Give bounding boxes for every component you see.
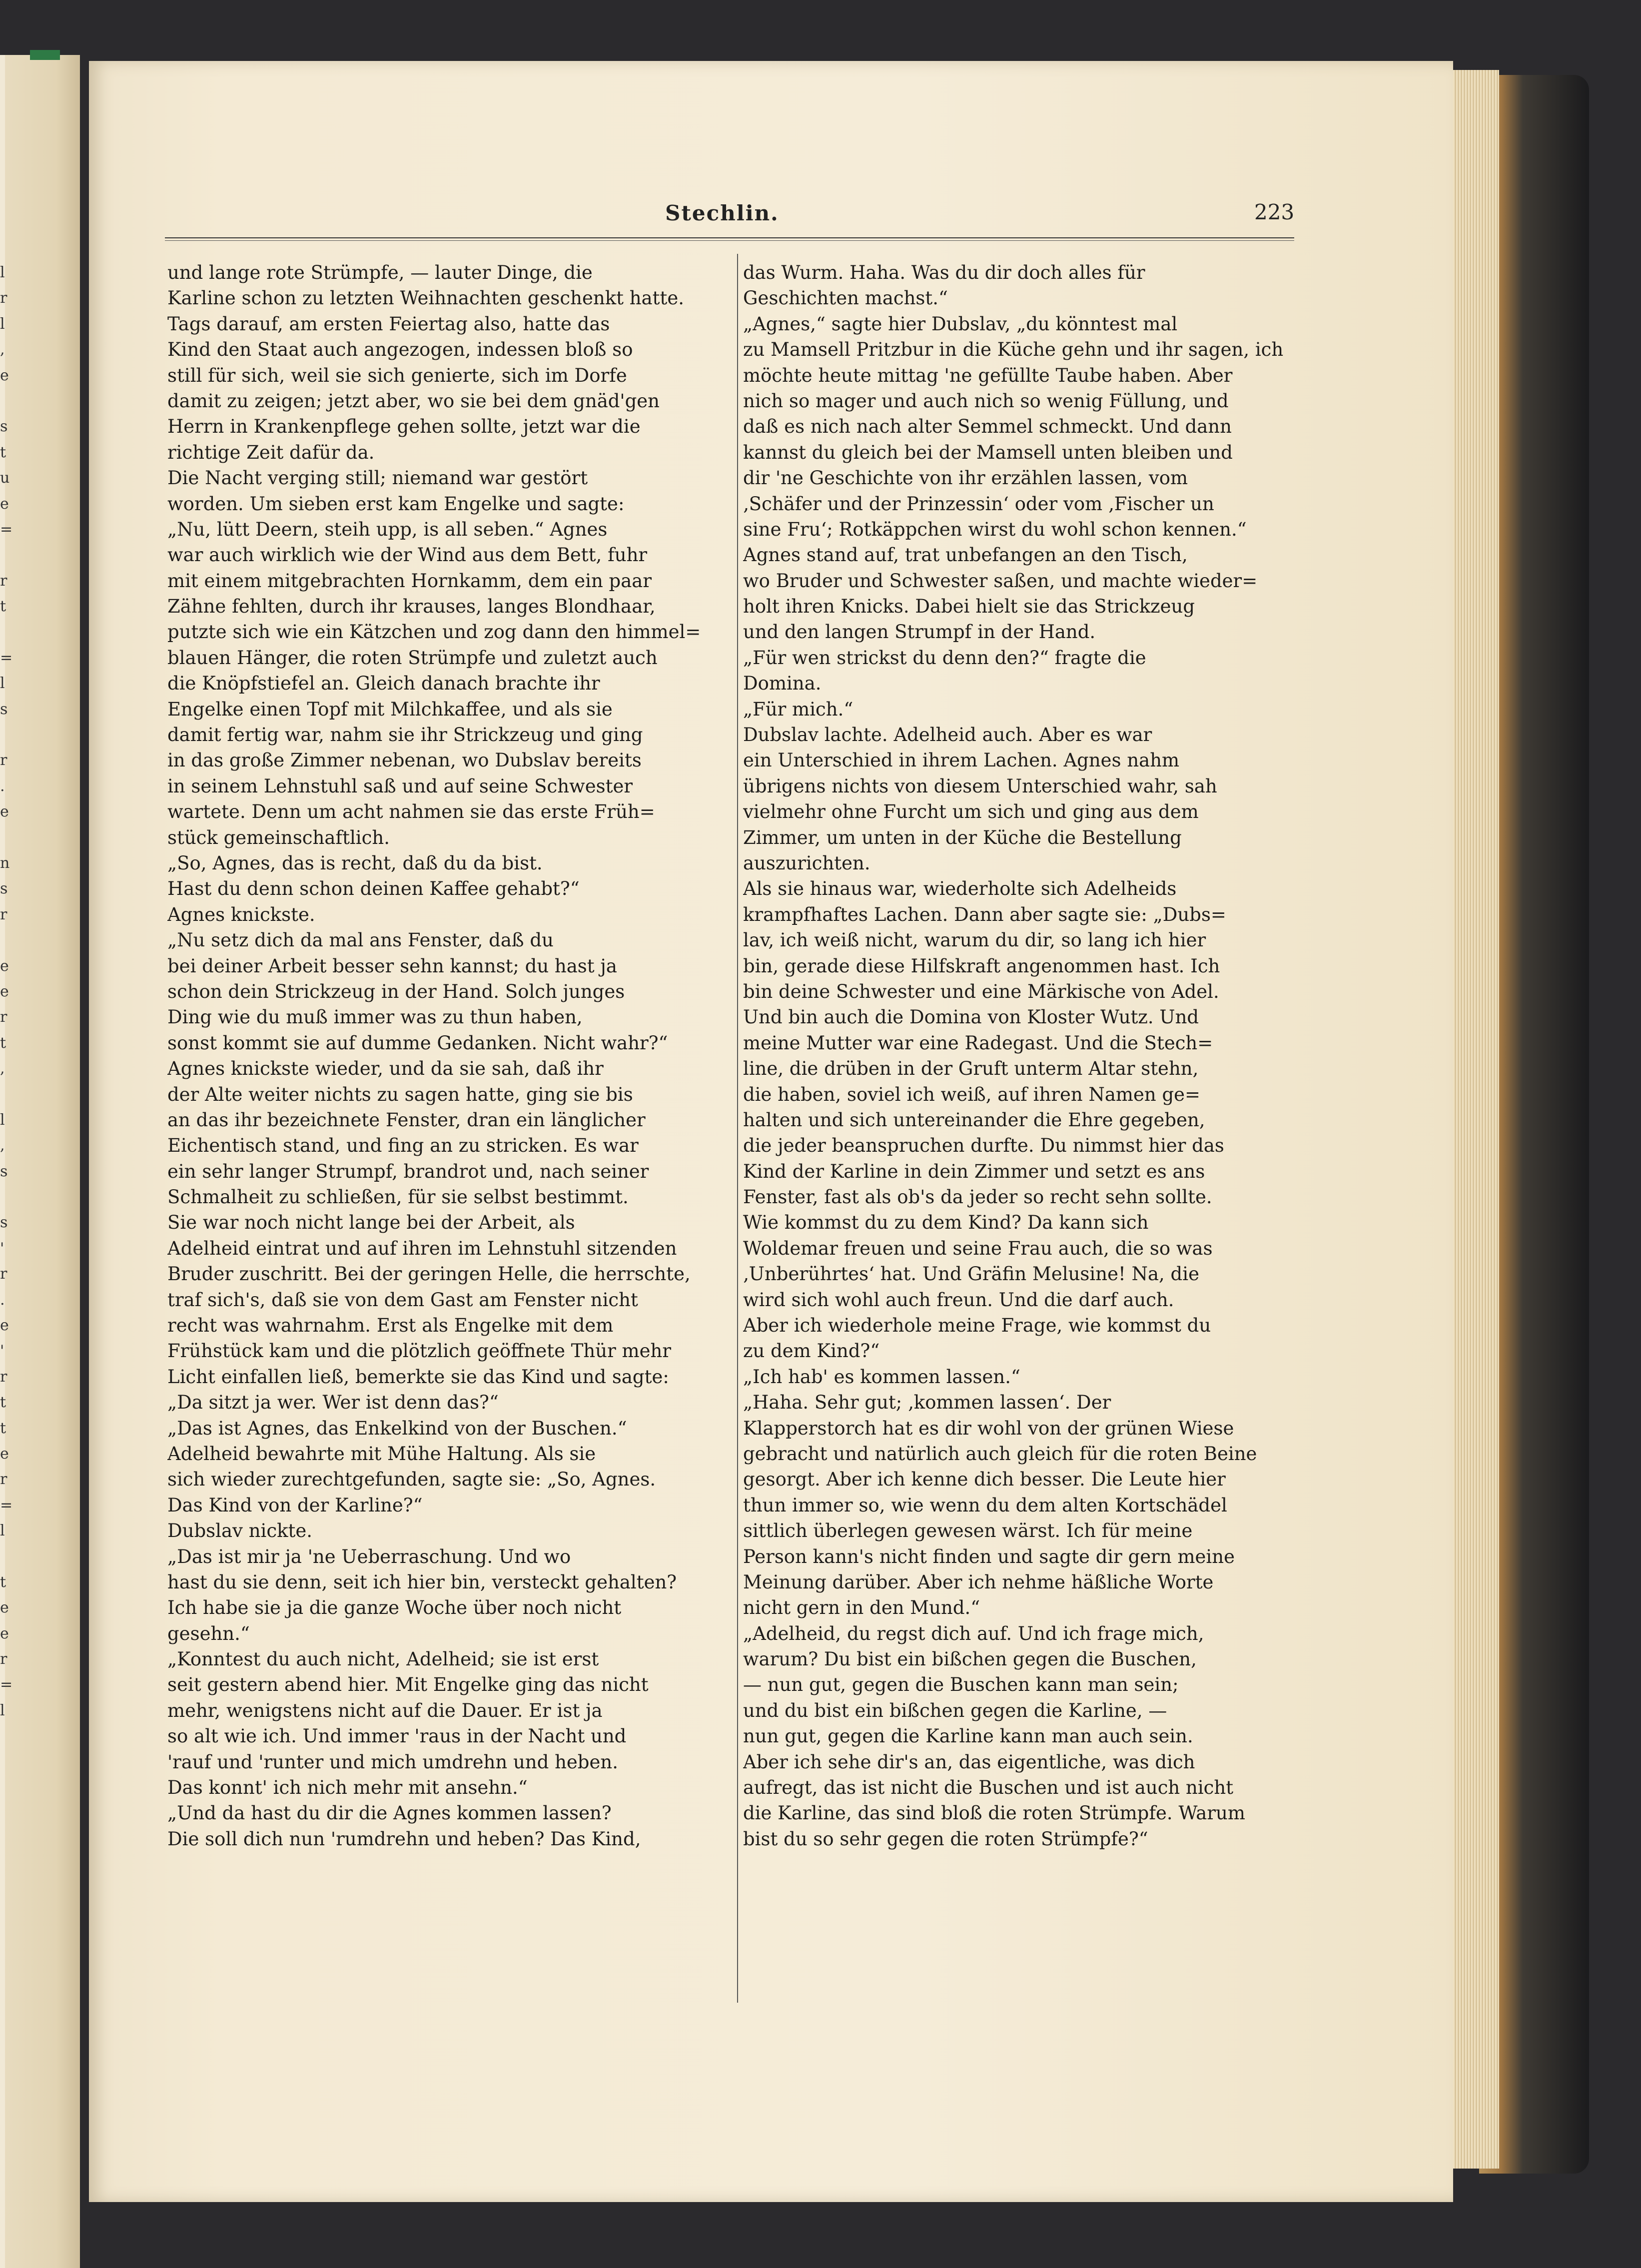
- text-line: nun gut, gegen die Karline kann man auch sein.: [743, 1725, 1193, 1747]
- text-column-right: [743, 260, 1298, 1852]
- text-line: damit zu zeigen; jetzt aber, wo sie bei dem gnäd'gen: [167, 390, 660, 412]
- text-line: die Karline, das sind bloß die roten Strümpfe. Warum: [743, 1802, 1245, 1824]
- margin-fragment: r: [0, 1008, 7, 1026]
- margin-fragment: e: [0, 982, 9, 1000]
- text-line: dir 'ne Geschichte von ihr erzählen lassen, vom: [743, 467, 1188, 489]
- text-line: Das konnt' ich nich mehr mit ansehn.“: [167, 1777, 528, 1799]
- text-line: Domina.: [743, 673, 821, 695]
- text-line: Agnes knickste.: [167, 903, 315, 925]
- margin-fragment: [0, 542, 20, 568]
- text-line: traf sich's, daß sie von dem Gast am Fenster nicht: [167, 1289, 638, 1311]
- text-line: krampfhaftes Lachen. Dann aber sagte sie: „Dubs=: [743, 903, 1226, 925]
- text-line: übrigens nichts von diesem Unterschied wahr, sah: [743, 775, 1217, 797]
- margin-fragment: =: [0, 520, 13, 538]
- margin-fragment: s: [0, 1214, 8, 1232]
- margin-fragment: s: [0, 1162, 8, 1180]
- text-line: „Das ist Agnes, das Enkelkind von der Buschen.“: [167, 1417, 627, 1439]
- text-line: „Adelheid, du regst dich auf. Und ich frage mich,: [743, 1622, 1204, 1644]
- text-line: zu Mamsell Pritzbur in die Küche gehn und ihr sagen, ich: [743, 339, 1284, 361]
- text-line: Klapperstorch hat es dir wohl von der grünen Wiese: [743, 1417, 1234, 1439]
- text-line: die haben, soviel ich weiß, auf ihren Namen ge=: [743, 1083, 1201, 1105]
- text-line: Ich habe sie ja die ganze Woche über noch nicht: [167, 1597, 622, 1619]
- text-line: kannst du gleich bei der Mamsell unten bleiben und: [743, 441, 1233, 463]
- margin-fragment: [0, 825, 20, 850]
- text-line: Agnes knickste wieder, und da sie sah, daß ihr: [167, 1058, 604, 1080]
- header-rule-thin: [165, 240, 1294, 241]
- margin-fragment: s: [0, 418, 8, 436]
- text-column-left: [167, 260, 725, 1852]
- text-line: „So, Agnes, das is recht, daß du da bist.: [167, 852, 543, 874]
- text-line: „Das ist mir ja 'ne Ueberraschung. Und wo: [167, 1545, 571, 1567]
- text-line: halten und sich untereinander die Ehre gegeben,: [743, 1109, 1205, 1131]
- text-line: sich wieder zurechtgefunden, sagte sie: „So, Agnes.: [167, 1469, 656, 1491]
- text-line: Ding wie du muß immer was zu thun haben,: [167, 1006, 583, 1028]
- text-line: „Nu, lütt Deern, steih upp, is all seben.“ Agnes: [167, 518, 608, 540]
- text-line: Zähne fehlten, durch ihr krauses, langes Blondhaar,: [167, 596, 656, 618]
- text-line: und den langen Strumpf in der Hand.: [743, 621, 1096, 643]
- margin-fragment: [0, 722, 20, 748]
- text-line: damit fertig war, nahm sie ihr Strickzeug und ging: [167, 724, 643, 746]
- text-line: vielmehr ohne Furcht um sich und ging aus dem: [743, 801, 1199, 823]
- text-line: Die soll dich nun 'rumdrehn und heben? Das Kind,: [167, 1828, 641, 1850]
- margin-fragment: =: [0, 1496, 13, 1514]
- text-line: Geschichten machst.“: [743, 287, 948, 309]
- margin-fragment: e: [0, 1317, 9, 1335]
- margin-fragment: r: [0, 289, 7, 307]
- text-line: warum? Du bist ein bißchen gegen die Buschen,: [743, 1648, 1197, 1670]
- margin-fragment: r: [0, 905, 7, 923]
- text-line: Tags darauf, am ersten Feiertag also, hatte das: [167, 313, 610, 335]
- text-line: seit gestern abend hier. Mit Engelke ging das nicht: [167, 1674, 649, 1696]
- text-line: ‚Unberührtes‘ hat. Und Gräfin Melusine! Na, die: [743, 1263, 1199, 1285]
- text-line: sittlich überlegen gewesen wärst. Ich für meine: [743, 1520, 1193, 1542]
- text-line: Woldemar freuen und seine Frau auch, die so was: [743, 1237, 1213, 1259]
- text-line: so alt wie ich. Und immer 'raus in der Nacht und: [167, 1725, 627, 1747]
- margin-fragment: e: [0, 366, 9, 384]
- text-line: Meinung darüber. Aber ich nehme häßliche Worte: [743, 1571, 1214, 1593]
- text-line: „Konntest du auch nicht, Adelheid; sie ist erst: [167, 1648, 599, 1670]
- margin-fragment: e: [0, 803, 9, 821]
- header-rule: [165, 237, 1294, 238]
- text-line: ein Unterschied in ihrem Lachen. Agnes nahm: [743, 750, 1180, 771]
- text-line: die jeder beanspruchen durfte. Du nimmst hier das: [743, 1135, 1224, 1157]
- margin-fragment: [0, 619, 20, 645]
- text-line: in seinem Lehnstuhl saß und auf seine Schwester: [167, 775, 633, 797]
- text-line: mehr, wenigstens nicht auf die Dauer. Er ist ja: [167, 1699, 603, 1721]
- text-line: thun immer so, wie wenn du dem alten Kortschädel: [743, 1494, 1227, 1516]
- text-line: ‚Schäfer und der Prinzessin‘ oder vom ‚Fischer un: [743, 493, 1214, 515]
- text-line: „Nu setz dich da mal ans Fenster, daß du: [167, 929, 554, 951]
- text-line: Person kann's nicht finden und sagte dir gern meine: [743, 1545, 1235, 1567]
- margin-fragment: l: [0, 675, 5, 693]
- text-line: Agnes stand auf, trat unbefangen an den Tisch,: [743, 544, 1188, 566]
- text-line: wartete. Denn um acht nahmen sie das erste Früh=: [167, 801, 655, 823]
- text-line: stück gemeinschaftlich.: [167, 826, 390, 848]
- margin-fragment: e: [0, 1445, 9, 1463]
- text-line: bei deiner Arbeit besser sehn kannst; du hast ja: [167, 955, 617, 977]
- text-line: gesorgt. Aber ich kenne dich besser. Die Leute hier: [743, 1469, 1226, 1491]
- margin-fragment: e: [0, 1624, 9, 1642]
- text-line: Schmalheit zu schließen, für sie selbst bestimmt.: [167, 1186, 629, 1208]
- text-line: Sie war noch nicht lange bei der Arbeit, als: [167, 1212, 575, 1234]
- text-line: schon dein Strickzeug in der Hand. Solch junges: [167, 980, 625, 1002]
- text-line: Eichentisch stand, und fing an zu stricken. Es war: [167, 1135, 639, 1157]
- text-line: ein sehr langer Strumpf, brandrot und, nach seiner: [167, 1160, 649, 1182]
- text-line: war auch wirklich wie der Wind aus dem Bett, fuhr: [167, 544, 648, 566]
- text-line: meine Mutter war eine Radegast. Und die Stech=: [743, 1032, 1213, 1054]
- text-line: putzte sich wie ein Kätzchen und zog dann den himmel=: [167, 621, 701, 643]
- text-line: sonst kommt sie auf dumme Gedanken. Nicht wahr?“: [167, 1032, 668, 1054]
- margin-fragment: r: [0, 1471, 7, 1489]
- column-divider: [737, 254, 738, 2003]
- text-line: Hast du denn schon deinen Kaffee gehabt?“: [167, 878, 580, 900]
- text-line: aufregt, das ist nicht die Buschen und ist auch nicht: [743, 1777, 1234, 1799]
- bookmark-ribbon: [30, 50, 60, 60]
- text-line: Herrn in Krankenpflege gehen sollte, jetzt war die: [167, 416, 641, 438]
- text-line: mit einem mitgebrachten Hornkamm, dem ein paar: [167, 570, 652, 592]
- text-line: — nun gut, gegen die Buschen kann man sein;: [743, 1674, 1179, 1696]
- text-line: Kind der Karline in dein Zimmer und setzt es ans: [743, 1160, 1205, 1182]
- text-line: nicht gern in den Mund.“: [743, 1597, 980, 1619]
- margin-fragment: r: [0, 1368, 7, 1386]
- text-line: „Haha. Sehr gut; ‚kommen lassen‘. Der: [743, 1392, 1111, 1414]
- text-line: Und bin auch die Domina von Kloster Wutz. Und: [743, 1006, 1199, 1028]
- margin-fragment: l: [0, 264, 5, 281]
- text-line: blauen Hänger, die roten Strümpfe und zuletzt auch: [167, 647, 658, 669]
- text-line: sine Fru‘; Rotkäppchen wirst du wohl schon kennen.“: [743, 518, 1247, 540]
- text-line: gebracht und natürlich auch gleich für die roten Beine: [743, 1443, 1257, 1465]
- text-line: wird sich wohl auch freun. Und die darf auch.: [743, 1289, 1174, 1311]
- margin-fragment: e: [0, 1599, 9, 1617]
- text-line: zu dem Kind?“: [743, 1340, 880, 1362]
- text-line: Adelheid bewahrte mit Mühe Haltung. Als sie: [167, 1443, 596, 1465]
- text-line: das Wurm. Haha. Was du dir doch alles für: [743, 262, 1145, 283]
- text-line: gesehn.“: [167, 1622, 250, 1644]
- text-line: „Ich hab' es kommen lassen.“: [743, 1366, 1020, 1388]
- margin-fragment: [0, 1184, 20, 1210]
- margin-fragment: s: [0, 700, 8, 718]
- margin-fragment: t: [0, 1034, 6, 1052]
- text-line: hast du sie denn, seit ich hier bin, versteckt gehalten?: [167, 1571, 677, 1593]
- text-line: und lange rote Strümpfe, — lauter Dinge, die: [167, 262, 593, 283]
- margin-fragment: l: [0, 1522, 5, 1540]
- margin-fragment: .: [0, 1291, 5, 1309]
- text-line: bin, gerade diese Hilfskraft angenommen hast. Ich: [743, 955, 1220, 977]
- text-line: Als sie hinaus war, wiederholte sich Adelheids: [743, 878, 1177, 900]
- margin-fragment: l: [0, 315, 5, 333]
- margin-fragment: t: [0, 1394, 6, 1412]
- text-line: die Knöpfstiefel an. Gleich danach brachte ihr: [167, 673, 600, 695]
- text-line: „Da sitzt ja wer. Wer ist denn das?“: [167, 1392, 499, 1414]
- margin-fragment: r: [0, 1650, 7, 1668]
- margin-fragment: r: [0, 752, 7, 769]
- margin-fragment: l: [0, 1701, 5, 1719]
- margin-fragment: t: [0, 1573, 6, 1591]
- text-line: Aber ich wiederhole meine Frage, wie kommst du: [743, 1315, 1211, 1337]
- text-line: Engelke einen Topf mit Milchkaffee, und als sie: [167, 698, 613, 720]
- text-line: Dubslav lachte. Adelheid auch. Aber es war: [743, 724, 1152, 746]
- text-line: line, die drüben in der Gruft unterm Altar stehn,: [743, 1058, 1199, 1080]
- margin-fragment: [0, 1082, 20, 1107]
- text-line: „Agnes,“ sagte hier Dubslav, „du könntest mal: [743, 313, 1178, 335]
- text-line: nich so mager und auch nich so wenig Füllung, und: [743, 390, 1229, 412]
- text-line: bin deine Schwester und eine Märkische von Adel.: [743, 980, 1219, 1002]
- margin-fragment: [0, 388, 20, 414]
- text-line: Fenster, fast als ob's da jeder so recht sehn sollte.: [743, 1186, 1212, 1208]
- margin-fragment: t: [0, 598, 6, 616]
- text-line: still für sich, weil sie sich genierte, sich im Dorfe: [167, 364, 627, 386]
- text-line: der Alte weiter nichts zu sagen hatte, ging sie bis: [167, 1083, 633, 1105]
- margin-fragment: [0, 1544, 20, 1569]
- margin-fragment: r: [0, 1265, 7, 1283]
- text-line: Das Kind von der Karline?“: [167, 1494, 423, 1516]
- margin-fragment: t: [0, 443, 6, 461]
- text-line: Zimmer, um unten in der Küche die Bestellung: [743, 826, 1182, 848]
- text-line: an das ihr bezeichnete Fenster, dran ein länglicher: [167, 1109, 646, 1131]
- margin-fragment: .: [0, 777, 5, 795]
- page-number: 223: [1254, 200, 1295, 224]
- margin-fragment: r: [0, 572, 7, 590]
- margin-fragment: ,: [0, 1137, 5, 1155]
- margin-fragment: =: [0, 649, 13, 667]
- text-line: Kind den Staat auch angezogen, indessen bloß so: [167, 339, 633, 361]
- text-line: recht was wahrnahm. Erst als Engelke mit dem: [167, 1315, 614, 1337]
- margin-fragment: n: [0, 854, 10, 872]
- margin-fragment: ,: [0, 1060, 5, 1078]
- running-header-title: Stechlin.: [665, 201, 779, 225]
- margin-fragment: u: [0, 469, 10, 487]
- margin-fragment: e: [0, 495, 9, 513]
- text-line: daß es nich nach alter Semmel schmeckt. Und dann: [743, 416, 1232, 438]
- text-line: auszurichten.: [743, 852, 870, 874]
- text-line: Aber ich sehe dir's an, das eigentliche, was dich: [743, 1751, 1195, 1773]
- margin-fragment: [0, 927, 20, 953]
- text-line: und du bist ein bißchen gegen die Karline, —: [743, 1699, 1167, 1721]
- text-line: Adelheid eintrat und auf ihren im Lehnstuhl sitzenden: [167, 1237, 677, 1259]
- text-line: Karline schon zu letzten Weihnachten geschenkt hatte.: [167, 287, 685, 309]
- text-line: Frühstück kam und die plötzlich geöffnete Thür mehr: [167, 1340, 672, 1362]
- text-line: in das große Zimmer nebenan, wo Dubslav bereits: [167, 750, 642, 771]
- text-line: „Und da hast du dir die Agnes kommen lassen?: [167, 1802, 612, 1824]
- text-line: 'rauf und 'runter und mich umdrehn und heben.: [167, 1751, 618, 1773]
- text-line: lav, ich weiß nicht, warum du dir, so lang ich hier: [743, 929, 1206, 951]
- text-line: möchte heute mittag 'ne gefüllte Taube haben. Aber: [743, 364, 1233, 386]
- text-line: wo Bruder und Schwester saßen, und machte wieder=: [743, 570, 1258, 592]
- text-line: „Für wen strickst du denn den?“ fragte die: [743, 647, 1146, 669]
- text-line: „Für mich.“: [743, 698, 853, 720]
- margin-fragment: l: [0, 1111, 5, 1129]
- margin-fragment: e: [0, 957, 9, 975]
- margin-fragment: t: [0, 1419, 6, 1437]
- margin-fragment: ,: [0, 341, 5, 359]
- text-line: Wie kommst du zu dem Kind? Da kann sich: [743, 1212, 1149, 1234]
- margin-fragment: s: [0, 880, 8, 898]
- text-line: Die Nacht verging still; niemand war gestört: [167, 467, 588, 489]
- margin-fragment: ': [0, 1239, 4, 1257]
- text-line: Bruder zuschritt. Bei der geringen Helle, die herrschte,: [167, 1263, 691, 1285]
- text-line: Dubslav nickte.: [167, 1520, 313, 1542]
- margin-fragment: ': [0, 1342, 4, 1360]
- text-line: richtige Zeit dafür da.: [167, 441, 375, 463]
- text-line: holt ihren Knicks. Dabei hielt sie das Strickzeug: [743, 596, 1195, 618]
- facing-page-text-fragments: [0, 260, 20, 1723]
- text-line: Licht einfallen ließ, bemerkte sie das Kind und sagte:: [167, 1366, 669, 1388]
- margin-fragment: =: [0, 1676, 13, 1694]
- text-line: bist du so sehr gegen die roten Strümpfe?“: [743, 1828, 1148, 1850]
- text-line: worden. Um sieben erst kam Engelke und sagte:: [167, 493, 625, 515]
